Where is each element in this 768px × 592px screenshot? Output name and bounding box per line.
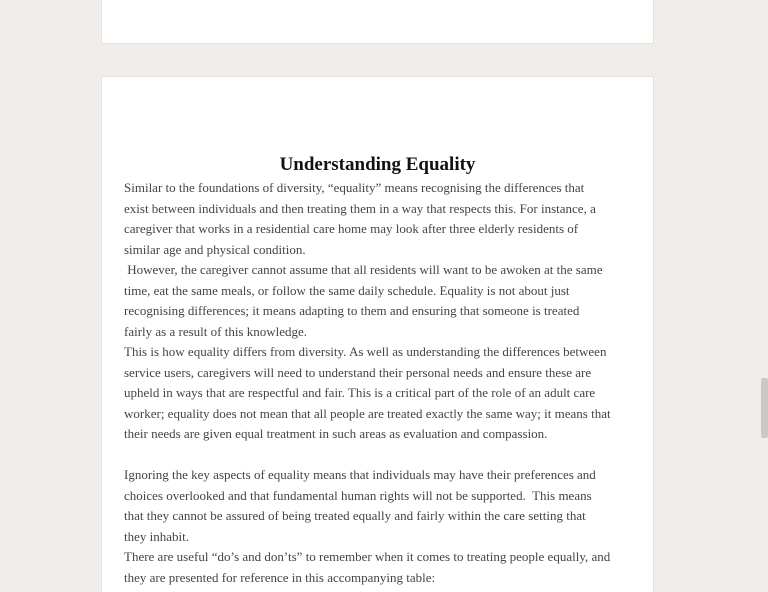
text-line: There are useful “do’s and don’ts” to remember when it comes to treating people equally, and	[124, 549, 611, 564]
page-title: Understanding Equality	[279, 154, 476, 175]
text-line: worker; equality does not mean that all people are treated exactly the same way; it means that	[124, 405, 611, 421]
text-line: exist between individuals and then treating them in a way that respects this. For instance, a	[124, 200, 596, 216]
text-line: upheld in ways that are respectful and fair. This is a critical part of the role of an adult care	[124, 385, 596, 400]
text-line: they are presented for reference in this accompanying table:	[124, 569, 436, 585]
text-line: their needs are given equal treatment in such areas as evaluation and compassion.	[124, 426, 548, 441]
text-line: recognising differences; it means adapting to them and ensuring that someone is treated	[124, 303, 580, 318]
text-line: service users, caregivers will need to understand their personal needs and ensure these are	[124, 364, 592, 380]
text-line: time, eat the same meals, or follow the same daily schedule. Equality is not about just	[124, 282, 570, 298]
text-line: However, the caregiver cannot assume that all residents will want to be awoken at the same	[124, 262, 603, 277]
text-line: caregiver that works in a residential care home may look after three elderly residents of	[124, 221, 579, 236]
text-line: Ignoring the key aspects of equality means that individuals may have their preferences and	[124, 467, 596, 482]
text-line: they inhabit.	[124, 528, 189, 544]
text-line: choices overlooked and that fundamental human rights will not be supported. This means	[124, 487, 592, 503]
text-line: This is how equality differs from diversity. As well as understanding the differences between	[124, 344, 607, 359]
document-page	[101, 76, 654, 592]
text-line: fairly as a result of this knowledge.	[124, 323, 308, 339]
text-line: Similar to the foundations of diversity, “equality” means recognising the differences that	[124, 180, 585, 195]
scrollbar[interactable]	[760, 0, 768, 592]
text-line: that they cannot be assured of being treated equally and fairly within the care setting that	[124, 508, 586, 523]
previous-page	[101, 0, 654, 44]
paragraph-spacer	[124, 445, 644, 466]
text-line: similar age and physical condition.	[124, 241, 306, 257]
body-text	[124, 178, 644, 588]
scrollbar-thumb[interactable]	[761, 378, 768, 438]
